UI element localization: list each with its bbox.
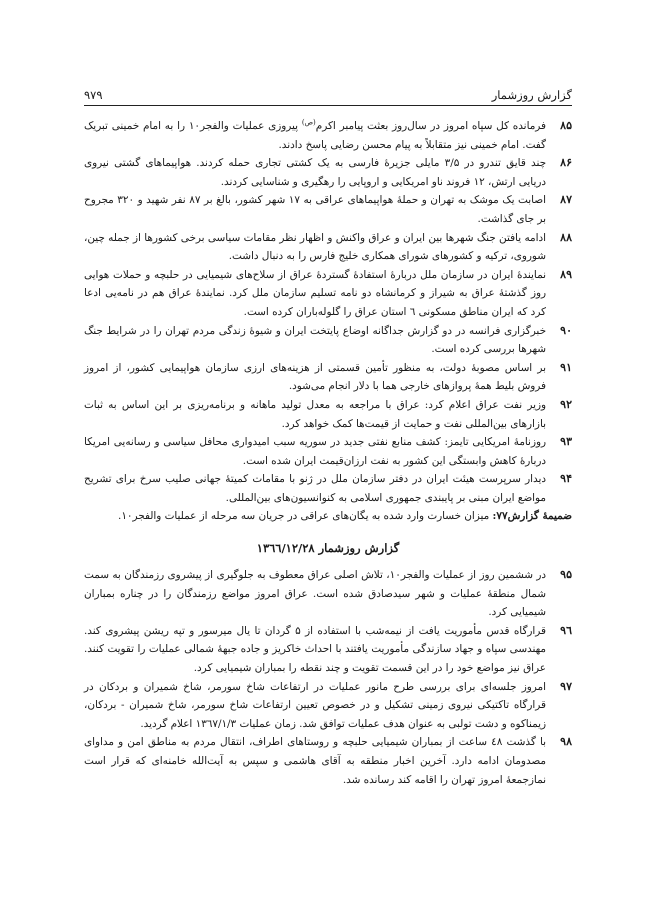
report-item (84, 396, 572, 433)
item-text-part: فرمانده کل سپاه امروز در سال‌روز بعثت پیامبر اکرم (315, 120, 547, 132)
report-item (84, 266, 572, 322)
report-item (84, 322, 572, 359)
item-text: وزیر نفت عراق اعلام کرد: عراق با مراجعه به معدل تولید ماهانه و برنامه‌ریزی بر این اساس به ثبات بازارهای بین‌المللی نفت و حمایت از قیمت‌ها کمک خواهد کرد. (84, 398, 546, 430)
report-item (84, 678, 572, 734)
item-number: ۹۲ (560, 397, 572, 411)
item-number: ۹۷ (560, 679, 572, 693)
report-item (84, 566, 572, 622)
report-item (84, 117, 572, 154)
item-text: بر اساس مصوبهٔ دولت، به منظور تأمین قسمتی از هزینه‌های ارزی سازمان هواپیمایی کشور، از امروز فروش بلیط همهٔ پروازهای خارجی هما با دلار انجام می‌شود. (84, 361, 546, 393)
item-text-part: پیروزی عملیات والفجر۱۰ را به امام خمینی تبریک گفت. امام خمینی نیز متقابلاً به پیام محسن رضایی پاسخ دادند. (84, 120, 546, 151)
item-number: ۹۴ (560, 472, 572, 486)
item-number: ۹۸ (560, 735, 572, 749)
item-number: ۸۹ (560, 267, 572, 281)
item-text: قرارگاه قدس مأموریت یافت از نیمه‌شب با استفاده از ۵ گردان تا یال میرسور و تپه ریشن پیشروی کند. مهندسی سپاه و جهاد سازندگی مأموریت یافتند با احداث خاکریز و جاده جبههٔ شمالی عملیات را تقویت کنند. عراق نیز مواضع خود را در این قسمت تقویت و چند نقطه را بمباران شیمیایی کرد. (84, 624, 546, 675)
item-text: خبرگزاری فرانسه در دو گزارش جداگانه اوضاع پایتخت ایران و شیوهٔ زندگی مردم تهران را در شرایط جنگ شهرها بررسی کرده است. (84, 324, 546, 356)
item-text: چند قایق تندرو در ۳/۵ مایلی جزیرهٔ فارسی به یک کشتی تجاری حمله کردند. هواپیماهای گشتی نیروی دریایی ارتش، ۱۲ فروند ناو امریکایی و اروپایی را رهگیری و شناسایی کردند. (84, 157, 547, 188)
item-number: ۹۵ (560, 568, 572, 582)
item-number: ۹۳ (560, 435, 572, 449)
honorific-superscript: (ص) (301, 118, 316, 127)
item-number: ۸۵ (560, 119, 572, 132)
report-item (84, 470, 572, 507)
annex-text: میزان خسارت وارد شده به یگان‌های عراقی در جریان سه مرحله از عملیات والفجر۱۰. (118, 510, 493, 523)
report-item (84, 229, 572, 266)
item-number: ۹۰ (560, 323, 572, 337)
report-item (84, 359, 572, 396)
report-item (84, 622, 572, 678)
section-title: گزارش روزشمار ۱۳٦٦/۱۲/۲۸ (256, 541, 400, 556)
item-text: در ششمین روز از عملیات والفجر۱۰، تلاش اصلی عراق معطوف به جلوگیری از پیشروی رزمندگان به سمت شمال منطقهٔ عملیات و شهر سیدصادق شده است. عراق امروز مواضع رزمندگان را در چناره بمباران شیمیایی کرد. (84, 569, 546, 619)
item-number: ۸۸ (560, 230, 572, 244)
item-text: دیدار سرپرست هیئت ایران در دفتر سازمان ملل در ژنو با مقامات کمیتهٔ جهانی صلیب سرخ برای تشریح مواضع ایران مبنی بر پایبندی جمهوری اسلامی به کنوانسیون‌های بین‌المللی. (84, 473, 546, 504)
report-item (84, 733, 572, 789)
page-number: ۹۷۹ (84, 88, 103, 102)
annex-label: ضمیمهٔ گزارش۷۷: (492, 510, 572, 523)
page-content (84, 117, 572, 789)
item-number: ۹٦ (560, 623, 572, 637)
item-text: نمایندهٔ ایران در سازمان ملل دربارهٔ استفادهٔ گستردهٔ عراق از سلاح‌های شیمیایی در حلبچه و حملات هوایی روز گذشتهٔ عراق به شیراز و کرمانشاه دو نامه تسلیم سازمان ملل کرد. نمایندهٔ عراق هم در نامه‌یی ادعا کرد که ایران مناطق مسکونی ٦ استان عراق را گلوله‌باران کرده است. (84, 268, 546, 318)
item-text (84, 117, 546, 154)
item-text: امروز جلسه‌ای برای بررسی طرح مانور عملیات در ارتفاعات شاخ سورمر، شاخ شمیران و بردکان در قرارگاه تاکتیکی نیروی زمینی تشکیل و در خصوص تعیین ارتفاعات شاخ سورمر، شاخ شمیران - بردکان، زیمناکوه و دشت تولبی به عنوان هدف عملیات توافق شد. زمان عملیات ۱۳٦۷/۱/۳ اعلام گردید. (84, 680, 546, 730)
report-item (84, 154, 572, 191)
running-title: گزارش روزشمار (491, 88, 572, 102)
item-text: با گذشت ٤۸ ساعت از بمباران شیمیایی حلبچه و روستاهای اطراف، انتقال مردم به مناطق امن و مداوای مصدومان ادامه دارد. آخرین اخبار منطقه به آقای هاشمی و سپس به آیت‌الله خامنه‌ای که قرار است نمازجمعهٔ امروز تهران را اقامه کند رسانده شد. (84, 736, 546, 786)
item-number: ۸۷ (560, 193, 572, 207)
report-item (84, 191, 572, 228)
report-item (84, 433, 572, 470)
item-number: ۹۱ (560, 360, 572, 374)
item-number: ۸۶ (560, 156, 572, 170)
annex-note (84, 507, 572, 526)
item-text: روزنامهٔ امریکایی تایمز: کشف منابع نفتی جدید در سوریه سبب امیدواری محافل سیاسی و رسانه‌یی امریکا دربارهٔ کاهش وابستگی این کشور به نفت ارزان‌قیمت ایران شده است. (84, 436, 546, 467)
page-header (84, 80, 572, 102)
header-rule (84, 105, 572, 106)
item-text: ادامه یافتن جنگ شهرها بین ایران و عراق واکنش و اظهار نظر مقامات سیاسی برخی کشورها از جمله چین، شوروی، ترکیه و کشورهای شورای همکاری خلیج فارس را به دنبال داشت. (84, 231, 546, 263)
item-text: اصابت یک موشک به تهران و حملهٔ هواپیماهای عراقی به ۱۷ شهر کشور، بالغ بر ۸۷ نفر شهید و ۳۲۰ مجروح بر جای گذاشت. (84, 194, 547, 225)
